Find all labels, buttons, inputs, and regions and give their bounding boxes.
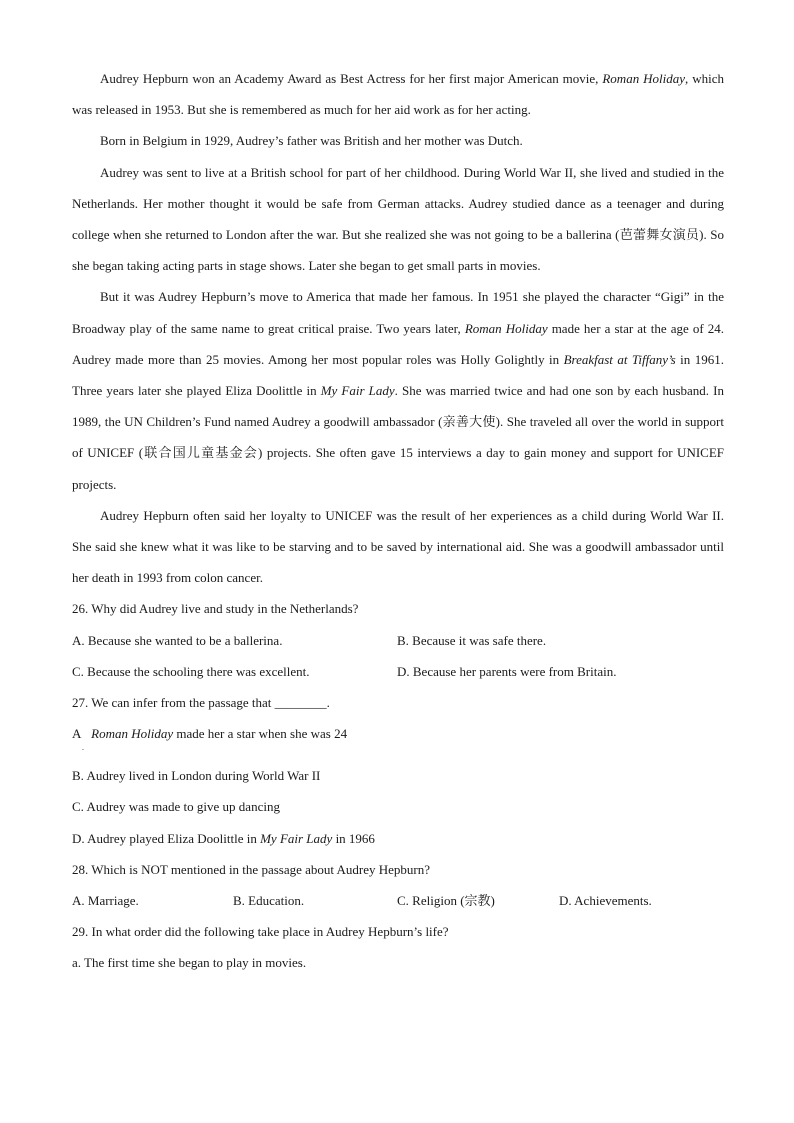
paragraph-text: made her a star at the age of 24. Audrey made more than 25 movies. Among her most popular roles was Holly Golightly in [72, 320, 724, 367]
question-27-option-c: C. Audrey was made to give up dancing [72, 799, 280, 815]
movie-title: Roman Holiday [464, 320, 548, 336]
movie-title: Roman Holiday [602, 71, 686, 86]
paragraph-text: , which was released in 1953. But she is remembered as much for her aid work as for her acting. [72, 71, 724, 118]
movie-title: My Fair Lady [260, 830, 333, 846]
movie-title: My Fair Lady [320, 383, 395, 399]
question-28-options-row [72, 885, 724, 916]
paragraph-text: Audrey Hepburn won an Academy Award as Best Actress for her first major American movie, [100, 71, 603, 86]
movie-title: Roman Holiday [91, 726, 174, 742]
question-26-option-d: D. Because her parents were from Britain. [397, 663, 617, 679]
question-28-option-a: A. Marriage. [72, 892, 139, 908]
question-28-option-b: B. Education. [233, 892, 305, 908]
option-text: D. Audrey played Eliza Doolittle in [72, 830, 261, 846]
passage-paragraph-1 [72, 63, 724, 125]
question-28-option-d: D. Achievements. [559, 892, 652, 908]
passage-paragraph-2: Born in Belgium in 1929, Audrey’s father was British and her mother was Dutch. [100, 133, 523, 149]
passage-paragraph-4 [72, 281, 724, 499]
question-27-option-d [72, 823, 724, 854]
question-26-options-row-1 [72, 625, 724, 656]
option-letter: A [72, 726, 82, 742]
document-page [72, 63, 724, 979]
question-28-stem: 28. Which is NOT mentioned in the passage about Audrey Hepburn? [72, 861, 431, 877]
paragraph-text: in 1961. Three years later she played Eliza Doolittle in [72, 351, 724, 399]
passage-paragraph-5: Audrey Hepburn often said her loyalty to UNICEF was the result of her experiences as a child during World War II. She said she knew what it was like to be starving and to be saved by international aid. She was a goodwill ambassador until her death in 1993 from colon cancer. [72, 507, 724, 586]
question-29-stem: 29. In what order did the following take place in Audrey Hepburn’s life? [72, 924, 449, 940]
question-26-option-b: B. Because it was safe there. [397, 632, 547, 648]
question-29-item-a: a. The first time she began to play in movies. [72, 955, 307, 971]
paragraph-text: But it was Audrey Hepburn’s move to America that made her famous. In 1951 she played the character “Gigi” in the Broadway play of the same name to great critical praise. Two years later, [72, 289, 724, 336]
movie-title: Breakfast at Tiffany’s [563, 351, 676, 367]
question-26-option-a: A. Because she wanted to be a ballerina. [72, 632, 283, 648]
paragraph-text: . She was married twice and had one son by each husband. In 1989, the UN Children’s Fund named Audrey a goodwill ambassador (亲善大使). She traveled all over the world in support of UNICEF (联合国儿童基金会) projects. She often gave 15 interviews a day to gain money and support for UNICEF projects. [72, 383, 724, 492]
question-26-stem: 26. Why did Audrey live and study in the Netherlands? [72, 601, 359, 617]
option-text: made her a star when she was 24 [173, 726, 348, 742]
stray-mark: . [82, 743, 84, 753]
question-27-stem: 27. We can infer from the passage that ________. [72, 695, 330, 711]
passage-paragraph-3: Audrey was sent to live at a British school for part of her childhood. During World War II, she lived and studied in the Netherlands. Her mother thought it would be safe from German attacks. Audrey studied dance as a teenager and during college when she returned to London after the war. But she realized she was not going to be a ballerina (芭蕾舞女演员). So she began taking acting parts in stage shows. Later she began to get small parts in movies. [72, 164, 724, 274]
question-26-option-c: C. Because the schooling there was excellent. [72, 663, 310, 679]
question-28-option-c: C. Religion (宗教) [397, 892, 495, 908]
question-26-options-row-2 [72, 656, 724, 687]
option-text: in 1966 [332, 830, 375, 846]
question-27-option-a [72, 718, 724, 760]
question-27-option-b: B. Audrey lived in London during World War II [72, 768, 321, 784]
